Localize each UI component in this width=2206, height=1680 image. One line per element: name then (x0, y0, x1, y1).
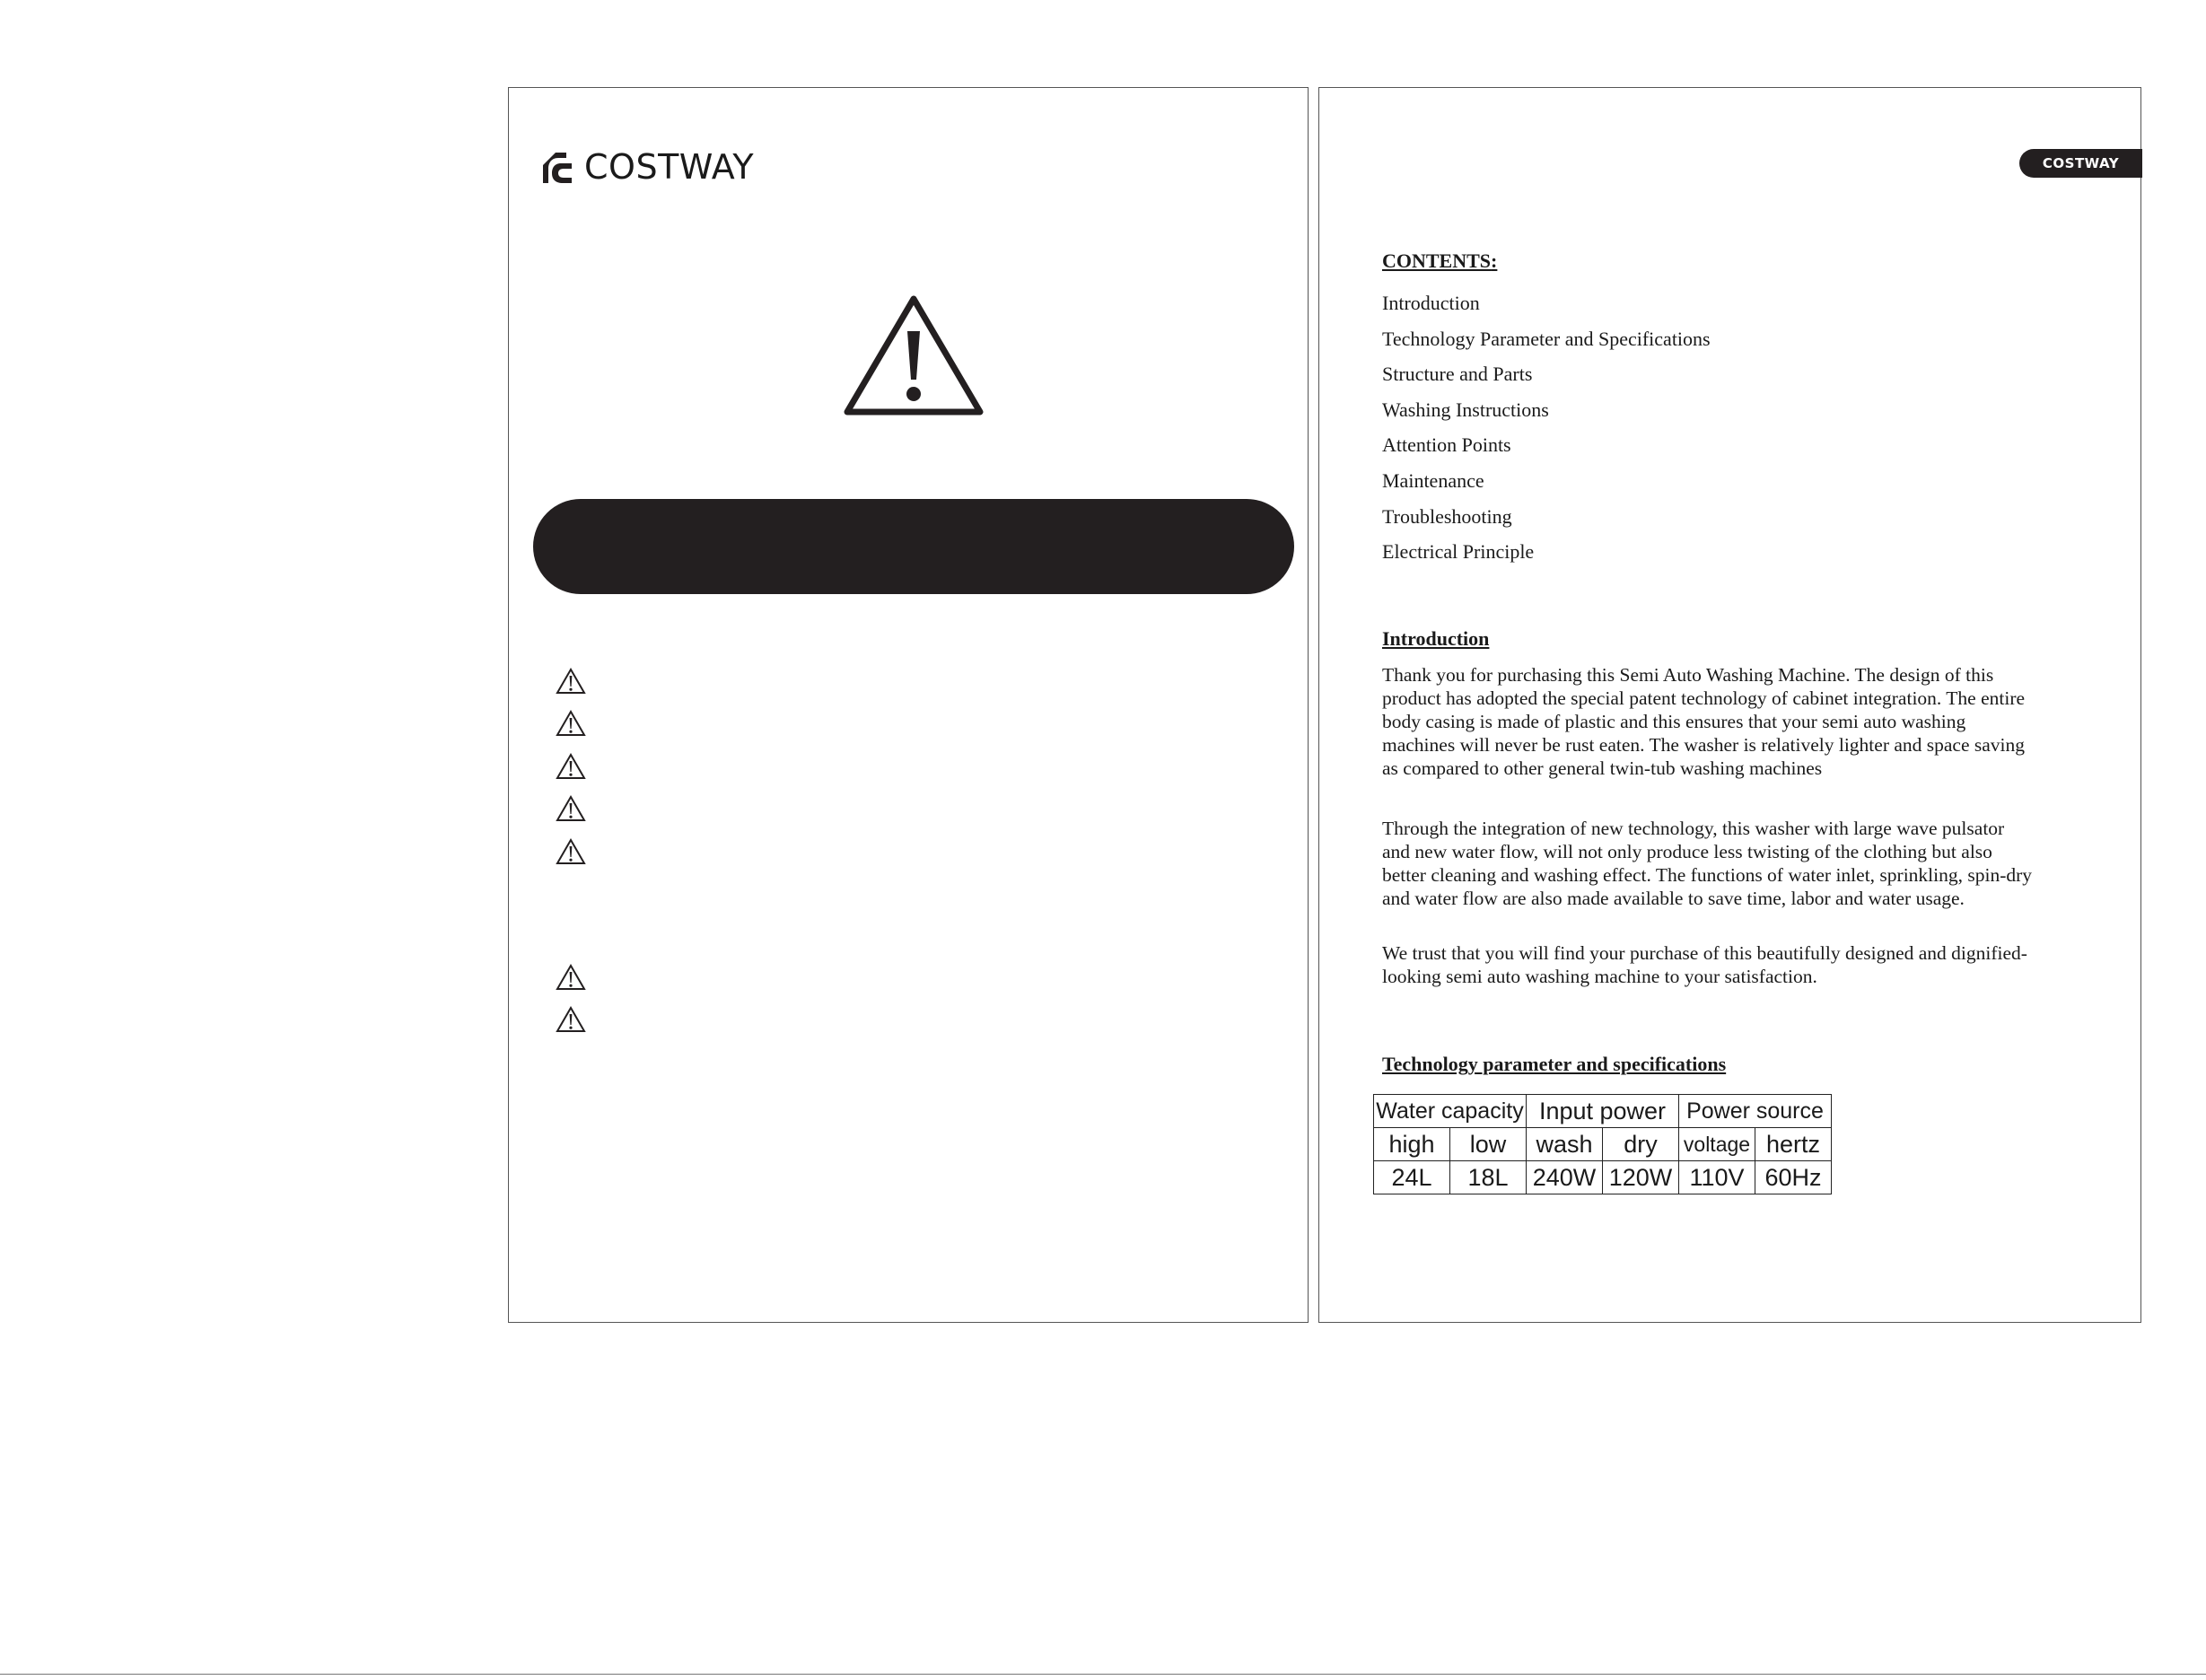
toc-item: Washing Instructions (1382, 398, 1549, 421)
costway-logo (539, 147, 754, 187)
table-header-cell: Water capacity (1374, 1095, 1527, 1128)
table-of-contents (1382, 290, 1711, 574)
toc-item: Maintenance (1382, 468, 1484, 492)
brand-name: COSTWAY (584, 147, 755, 187)
table-subheader-cell: wash (1527, 1128, 1603, 1161)
table-subheader-cell: high (1374, 1128, 1450, 1161)
warning-small-icon (556, 795, 586, 822)
intro-paragraph: Through the integration of new technology, this washer with large wave pulsator and new water flow, will not only produce less twisting of the clothing but also better cleaning and washing effect. The functions of water inlet, sprinkling, spin-dry and water flow are also made available to save time, labor and water usage. (1382, 818, 2033, 909)
intro-paragraph: We trust that you will find your purchase of this beautifully designed and dignified-looking semi auto washing machine to your satisfaction. (1382, 942, 2027, 987)
table-header-cell: Power source (1679, 1095, 1832, 1128)
table-cell: 110V (1679, 1161, 1755, 1194)
table-row (1374, 1161, 1832, 1194)
warning-small-icon (556, 710, 586, 737)
toc-item: Electrical Principle (1382, 540, 1535, 564)
toc-item: Structure and Parts (1382, 363, 1533, 386)
toc-item: Attention Points (1382, 433, 1511, 457)
table-cell: 18L (1450, 1161, 1527, 1194)
left-page (508, 87, 1309, 1323)
introduction-heading: Introduction (1382, 627, 1490, 650)
warning-small-icon (556, 1006, 586, 1033)
table-subheader-cell: low (1450, 1128, 1527, 1161)
table-subheader-cell: hertz (1755, 1128, 1832, 1161)
table-row (1374, 1095, 1832, 1128)
toc-item: Technology Parameter and Specifications (1382, 327, 1711, 350)
contents-heading: CONTENTS: (1382, 249, 1498, 272)
header-brand-tab: COSTWAY (2019, 149, 2142, 178)
table-row (1374, 1128, 1832, 1161)
warning-small-icon (556, 668, 586, 695)
warning-small-icon (556, 838, 586, 865)
intro-paragraph: Thank you for purchasing this Semi Auto Washing Machine. The design of this product has adopted the special patent technology of cabinet integration. The entire body casing is made of plastic and this ensures that your semi auto washing machines will never be rust eaten. The washer is relatively lighter and space saving as compared to other general twin-tub washing machines (1382, 664, 2026, 779)
house-logo-icon (539, 147, 579, 187)
toc-item: Introduction (1382, 292, 1480, 314)
right-page (1318, 87, 2141, 1323)
page-divider (0, 1674, 2206, 1675)
table-subheader-cell: voltage (1679, 1128, 1755, 1161)
specifications-table (1373, 1094, 1832, 1194)
table-cell: 24L (1374, 1161, 1450, 1194)
table-header-cell: Input power (1527, 1095, 1679, 1128)
table-cell: 120W (1603, 1161, 1679, 1194)
specifications-heading: Technology parameter and specifications (1382, 1053, 1727, 1075)
table-subheader-cell: dry (1603, 1128, 1679, 1161)
toc-item: Troubleshooting (1382, 504, 1512, 528)
table-cell: 240W (1527, 1161, 1603, 1194)
warning-small-icon (556, 964, 586, 991)
warning-small-icon (556, 753, 586, 780)
table-cell: 60Hz (1755, 1161, 1832, 1194)
warning-triangle-icon (844, 295, 984, 416)
warning-banner (533, 499, 1294, 594)
